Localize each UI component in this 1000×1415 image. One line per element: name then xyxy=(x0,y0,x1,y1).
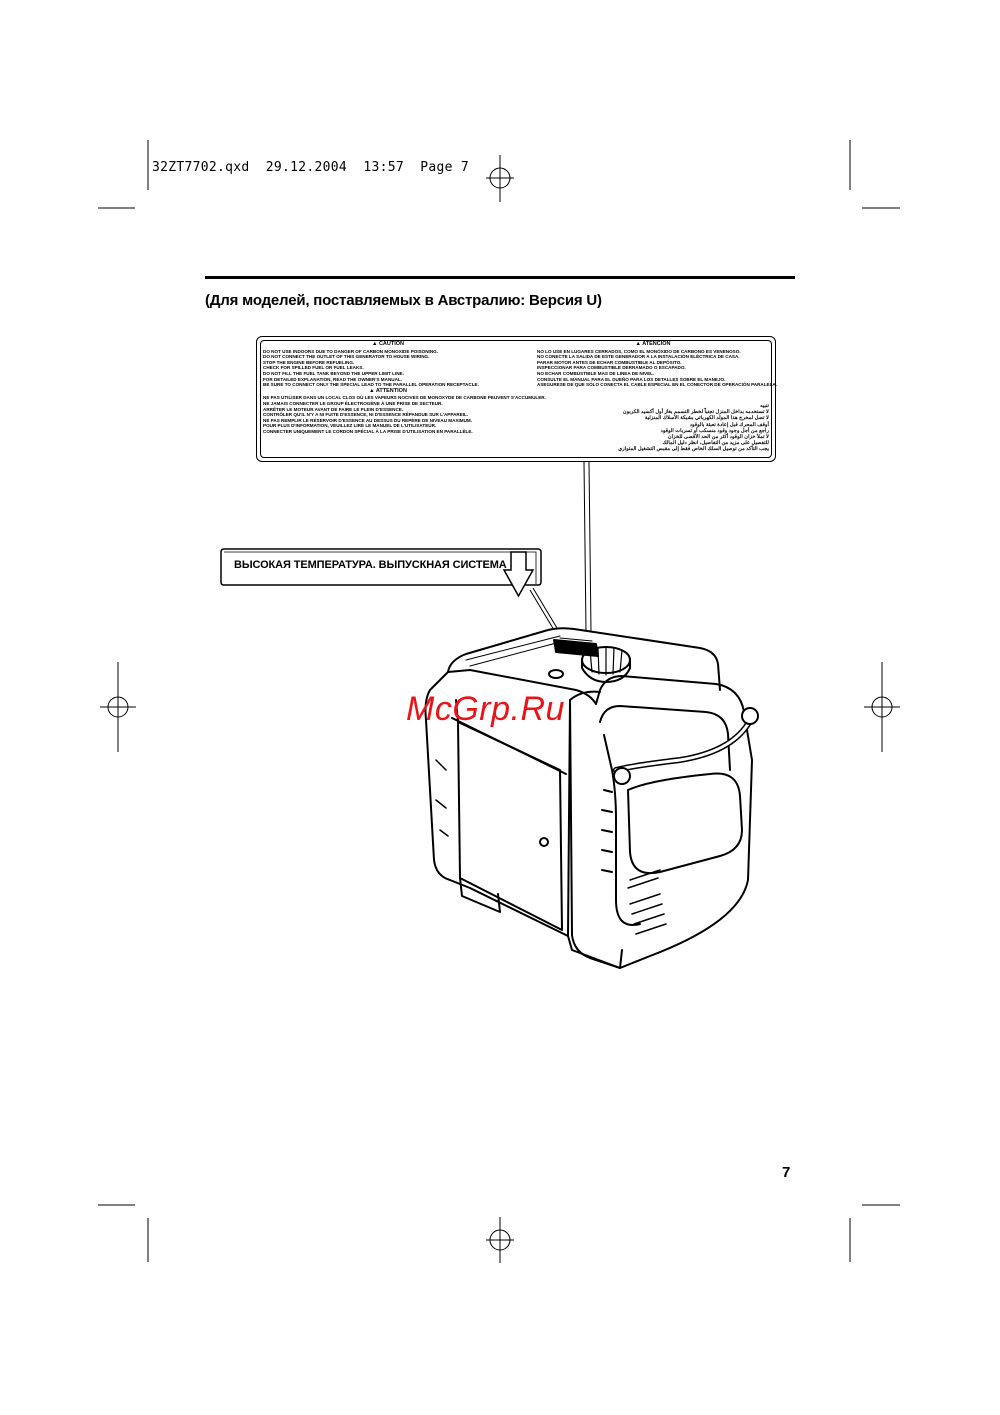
atencion-line: ASEGURESE DE QUE SÓLO CONECTA EL CABLE ESPECIAL EN EL CONECTOR DE OPERACIÓN PARALELA. xyxy=(537,382,778,388)
atencion-line: NO CONECTE LA SALIDA DE ESTE GENERADOR A LA INSTALACIÓN ELÉCTRICA DE CASA. xyxy=(537,354,740,360)
caution-heading: ▲ CAUTION xyxy=(371,341,405,347)
attention-line: CONTRÔLER QU'IL N'Y A NI FUITE D'ESSENCE, NI D'ESSENCE RÉPANDUE SUR L'APPAREIL. xyxy=(263,412,469,418)
arabic-line: لا تملأ خزان الوقود أكثر من الحد الأقصى للخزان xyxy=(667,434,769,441)
attention-line: POUR PLUS D'INFORMATION, VEUILLEZ LIRE LE MANUEL DE L'UTILISATEUR. xyxy=(263,423,437,429)
warning-label xyxy=(256,336,776,462)
registration-target-top xyxy=(486,155,514,202)
arabic-line: لا تصل لمخرج هذا المولد الكهربائي بشبكة الأسلاك المنزلية xyxy=(644,415,769,422)
slug-page: Page 7 xyxy=(420,160,470,175)
slug-file: 32ZT7702.qxd xyxy=(152,160,250,175)
arabic-line: لا تستخدمه بداخل المنزل تجنباً لخطر التسمم بغاز أول أكسيد الكربون xyxy=(622,409,769,416)
generator-illustration xyxy=(426,628,759,968)
registration-target-bottom xyxy=(486,1217,514,1263)
caution-line: CHECK FOR SPILLED FUEL OR FUEL LEAKS. xyxy=(263,365,364,371)
label-column-arabic xyxy=(537,403,769,453)
caution-line: DO NOT USE INDOORS DUE TO DANGER OF CARBON MONOXIDE POISONING. xyxy=(263,348,438,354)
attention-line: NE PAS REMPLIR LE RÉSERVOIR D'ESSENCE AU DESSUS DU REPÈRE DE NIVEAU MAXIMUM. xyxy=(263,417,473,423)
section-subtitle: (Для моделей, поставляемых в Австралию: Версия U) xyxy=(205,292,602,309)
registration-target-right xyxy=(864,662,900,752)
print-slug xyxy=(152,160,469,175)
atencion-heading: ▲ ATENCION xyxy=(635,341,671,347)
caution-line: DO NOT FILL THE FUEL TANK BEYOND THE UPPER LIMIT LINE. xyxy=(263,370,404,376)
atencion-line: PARAR MOTOR ANTES DE ECHAR COMBUSTIBLE AL DEPÓSITO. xyxy=(537,359,682,365)
caution-line: BE SURE TO CONNECT ONLY THE SPECIAL LEAD TO THE PARALLEL OPERATION RECEPTACLE. xyxy=(263,382,479,388)
watermark: McGrp.Ru xyxy=(406,690,565,728)
header-rule xyxy=(205,276,795,279)
atencion-line: NO LO USE EN LUGARES CERRADOS, COMO EL MONÓXIDO DE CARBONO ES VENENOSO. xyxy=(537,348,741,354)
hot-exhaust-callout: ВЫСОКАЯ ТЕМПЕРАТУРА. ВЫПУСКНАЯ СИСТЕМА xyxy=(234,559,507,571)
page-number: 7 xyxy=(782,1164,791,1181)
caution-line: FOR DETAILED EXPLANATION, READ THE OWNER'S MANUAL. xyxy=(263,376,402,382)
arabic-heading: تنبيه xyxy=(760,403,769,409)
atencion-line: CONSULTE EL MANUAL PARA EL DUEÑO PARA LOS DETALLES SOBRE EL MANEJO. xyxy=(537,376,726,382)
caution-line: STOP THE ENGINE BEFORE REFUELING. xyxy=(263,359,355,365)
attention-line: NE JAMAIS CONNECTER LE GROUP ÉLECTROGÈNE À UNE PRISE DE SECTEUR. xyxy=(263,400,443,406)
slug-time: 13:57 xyxy=(363,160,404,175)
caution-line: DO NOT CONNECT THE OUTLET OF THIS GENERATOR TO HOUSE WIRING. xyxy=(263,354,430,360)
label-column-english-french xyxy=(263,341,546,435)
arabic-line: أوقف المحرك قبل إعادة تعبئة بالوقود xyxy=(689,421,769,428)
arabic-line: للتفصيل على مزيد من التفاصيل، انظر دليل المالك xyxy=(662,440,769,447)
arabic-line: راجع من أجل وجود وقود منسكب أو تسربات الوقود xyxy=(660,427,769,434)
label-column-spanish xyxy=(537,341,778,388)
slug-date: 29.12.2004 xyxy=(265,160,348,175)
attention-heading: ▲ ATTENTION xyxy=(369,387,407,394)
arabic-line: يجب التأكد من توصيل السلك الخاص فقط إلى مقبس التشغيل المتوازي xyxy=(618,446,769,453)
attention-line: CONNECTER UNIQUEMENT LE CORDON SPÉCIAL À LA PRISE D'UTILISATION EN PARALLÈLE. xyxy=(263,428,473,434)
registration-target-left xyxy=(100,662,136,752)
attention-line: ARRÊTER LE MOTEUR AVANT DE FAIRE LE PLEIN D'ESSENCE. xyxy=(263,406,404,412)
atencion-line: INSPECCIONAR PARA COMBUSTIBLE DERRAMADO O ESCAPADO. xyxy=(537,365,686,371)
atencion-line: NO ECHAR COMBUSTIBLE MAS DE LINEA DE NIVEL. xyxy=(537,370,655,376)
attention-line: NE PAS UTILISER DANS UN LOCAL CLOS OÙ LES VAPEURS NOCIVES DE MONOXYDE DE CARBONE PEUVENT S'ACCUMULER. xyxy=(263,395,546,401)
